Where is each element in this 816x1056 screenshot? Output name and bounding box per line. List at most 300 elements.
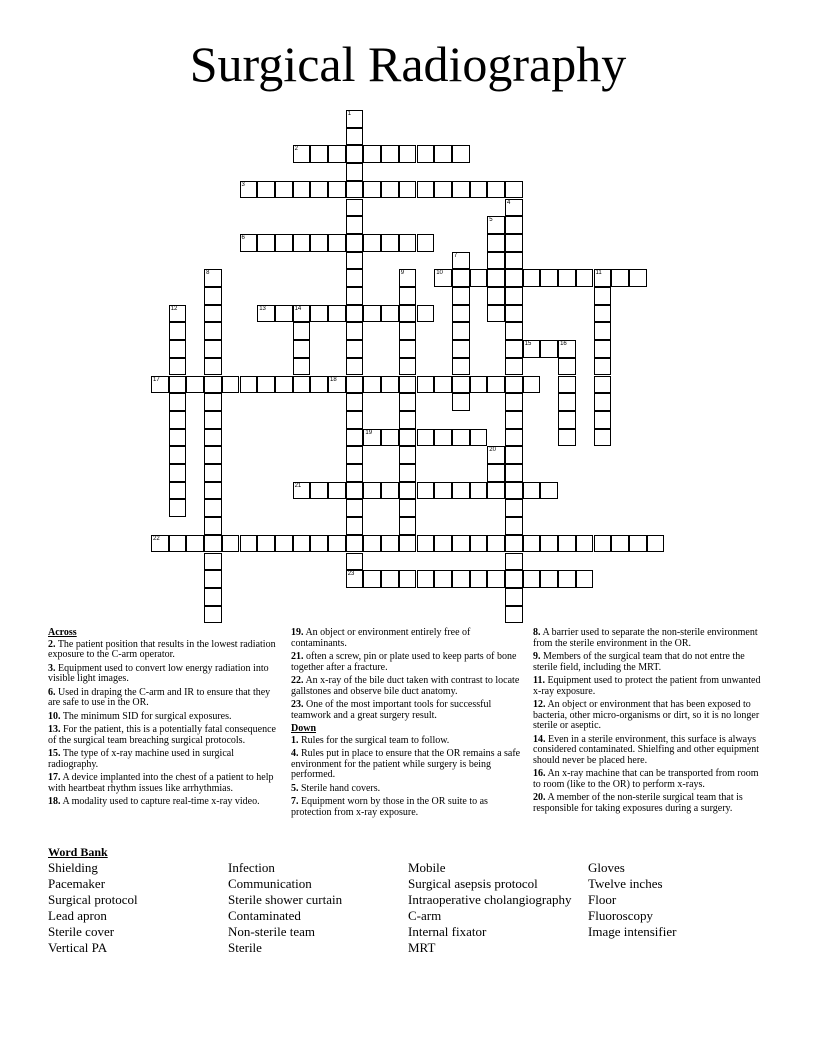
clue-down-8: 8. A barrier used to separate the non-sterile environment from the sterile environment in the OR. — [533, 627, 758, 649]
crossword-cell[interactable] — [346, 110, 364, 128]
crossword-cell[interactable] — [363, 145, 381, 163]
crossword-cell[interactable] — [487, 216, 505, 234]
word-bank-item: Sterile shower curtain — [228, 892, 343, 907]
crossword-cell[interactable] — [328, 234, 346, 252]
crossword-cell[interactable] — [275, 376, 293, 394]
crossword-cell[interactable] — [328, 376, 346, 394]
crossword-cell[interactable] — [434, 570, 452, 588]
crossword-cell[interactable] — [381, 535, 399, 553]
crossword-cell[interactable] — [487, 305, 505, 323]
crossword-cell[interactable] — [505, 216, 523, 234]
crossword-cell[interactable] — [434, 269, 452, 287]
crossword-cell[interactable] — [169, 358, 187, 376]
crossword-cell[interactable] — [452, 252, 470, 270]
crossword-cell[interactable] — [399, 446, 417, 464]
crossword-cell[interactable] — [363, 305, 381, 323]
clue-down-12: 12. An object or environment that has been exposed to bacteria, other micro-organisms or dirt, so it is no longer sterile or aseptic. — [533, 699, 760, 731]
crossword-cell[interactable] — [169, 393, 187, 411]
crossword-cell[interactable] — [487, 464, 505, 482]
crossword-cell[interactable] — [346, 553, 364, 571]
crossword-cell[interactable] — [452, 393, 470, 411]
crossword-cell[interactable] — [434, 181, 452, 199]
crossword-cell[interactable] — [293, 340, 311, 358]
crossword-cell[interactable] — [540, 482, 558, 500]
crossword-cell[interactable] — [399, 269, 417, 287]
clue-number: 13 — [259, 305, 266, 312]
crossword-cell[interactable] — [257, 535, 275, 553]
clue-down-20: 20. A member of the non-sterile surgical team that is responsible for taking exposures during a surgery. — [533, 792, 743, 814]
crossword-cell[interactable] — [169, 446, 187, 464]
crossword-cell[interactable] — [346, 393, 364, 411]
crossword-cell[interactable] — [594, 376, 612, 394]
crossword-cell[interactable] — [310, 482, 328, 500]
crossword-cell[interactable] — [381, 145, 399, 163]
word-bank-item: Mobile — [408, 860, 446, 875]
crossword-cell[interactable] — [505, 588, 523, 606]
clue-down-5: 5. Sterile hand covers. — [291, 782, 381, 794]
clue-number: 3 — [241, 181, 245, 188]
crossword-cell[interactable] — [629, 269, 647, 287]
clue-number: 5 — [489, 217, 493, 224]
crossword-cell[interactable] — [346, 535, 364, 553]
crossword-cell[interactable] — [611, 269, 629, 287]
crossword-cell[interactable] — [487, 446, 505, 464]
word-bank-column-1 — [48, 860, 138, 956]
crossword-cell[interactable] — [275, 305, 293, 323]
clue-number: 4 — [507, 199, 511, 206]
crossword-cell[interactable] — [487, 376, 505, 394]
crossword-cell[interactable] — [293, 181, 311, 199]
crossword-cell[interactable] — [505, 358, 523, 376]
crossword-cell[interactable] — [452, 181, 470, 199]
crossword-cell[interactable] — [434, 482, 452, 500]
crossword-cell[interactable] — [169, 535, 187, 553]
crossword-cell[interactable] — [558, 358, 576, 376]
crossword-cell[interactable] — [523, 376, 541, 394]
crossword-cell[interactable] — [558, 393, 576, 411]
crossword-cell[interactable] — [399, 340, 417, 358]
crossword-cell[interactable] — [399, 376, 417, 394]
crossword-cell[interactable] — [470, 535, 488, 553]
crossword-cell[interactable] — [470, 429, 488, 447]
crossword-cell[interactable] — [346, 340, 364, 358]
crossword-cell[interactable] — [222, 535, 240, 553]
crossword-cell[interactable] — [470, 482, 488, 500]
crossword-cell[interactable] — [204, 535, 222, 553]
crossword-cell[interactable] — [328, 181, 346, 199]
crossword-cell[interactable] — [487, 287, 505, 305]
crossword-cell[interactable] — [505, 429, 523, 447]
crossword-cell[interactable] — [452, 287, 470, 305]
crossword-cell[interactable] — [505, 181, 523, 199]
crossword-cell[interactable] — [169, 376, 187, 394]
crossword-cell[interactable] — [576, 535, 594, 553]
clue-across-18: 18. A modality used to capture real-time x-ray video. — [48, 796, 260, 807]
clue-number: 21 — [294, 482, 302, 489]
crossword-cell[interactable] — [594, 411, 612, 429]
crossword-cell[interactable] — [275, 181, 293, 199]
crossword-cell[interactable] — [540, 340, 558, 358]
crossword-cell[interactable] — [399, 482, 417, 500]
crossword-cell[interactable] — [505, 376, 523, 394]
crossword-cell[interactable] — [204, 376, 222, 394]
clue-number: 23 — [347, 571, 355, 578]
crossword-cell[interactable] — [293, 322, 311, 340]
crossword-cell[interactable] — [594, 305, 612, 323]
crossword-cell[interactable] — [328, 482, 346, 500]
crossword-cell[interactable] — [434, 376, 452, 394]
crossword-cell[interactable] — [399, 517, 417, 535]
crossword-cell[interactable] — [293, 358, 311, 376]
crossword-cell[interactable] — [399, 570, 417, 588]
word-bank-item: MRT — [408, 940, 436, 955]
crossword-cell[interactable] — [523, 340, 541, 358]
crossword-cell[interactable] — [381, 429, 399, 447]
crossword-cell[interactable] — [204, 269, 222, 287]
clue-number: 11 — [595, 270, 602, 277]
crossword-cell[interactable] — [204, 305, 222, 323]
crossword-cell[interactable] — [204, 429, 222, 447]
crossword-cell[interactable] — [169, 340, 187, 358]
crossword-cell[interactable] — [346, 517, 364, 535]
crossword-cell[interactable] — [275, 234, 293, 252]
crossword-cell[interactable] — [381, 376, 399, 394]
crossword-cell[interactable] — [169, 482, 187, 500]
crossword-cell[interactable] — [363, 376, 381, 394]
crossword-cell[interactable] — [470, 376, 488, 394]
crossword-cell[interactable] — [346, 446, 364, 464]
crossword-cell[interactable] — [505, 411, 523, 429]
clue-down-16: 16. An x-ray machine that can be transported from room to room (like to the OR) to perform x-rays. — [533, 768, 759, 790]
crossword-cell[interactable] — [399, 393, 417, 411]
crossword-cell[interactable] — [363, 234, 381, 252]
crossword-cell[interactable] — [505, 464, 523, 482]
crossword-cell[interactable] — [204, 517, 222, 535]
crossword-cell[interactable] — [505, 252, 523, 270]
crossword-cell[interactable] — [346, 482, 364, 500]
crossword-cell[interactable] — [487, 252, 505, 270]
crossword-cell[interactable] — [452, 322, 470, 340]
clue-down-7: 7. Equipment worn by those in the OR suite to as protection from x-ray exposure. — [291, 796, 488, 818]
crossword-cell[interactable] — [399, 411, 417, 429]
crossword-cell[interactable] — [169, 499, 187, 517]
crossword-cell[interactable] — [204, 606, 222, 624]
crossword-cell[interactable] — [505, 535, 523, 553]
crossword-cell[interactable] — [452, 570, 470, 588]
crossword-cell[interactable] — [293, 535, 311, 553]
crossword-cell[interactable] — [452, 429, 470, 447]
crossword-cell[interactable] — [487, 269, 505, 287]
crossword-cell[interactable] — [363, 429, 381, 447]
crossword-cell[interactable] — [240, 535, 258, 553]
crossword-cell[interactable] — [399, 322, 417, 340]
crossword-cell[interactable] — [186, 535, 204, 553]
crossword-cell[interactable] — [346, 234, 364, 252]
crossword-cell[interactable] — [346, 305, 364, 323]
crossword-cell[interactable] — [558, 340, 576, 358]
word-bank-item: Image intensifier — [588, 924, 677, 939]
crossword-cell[interactable] — [346, 429, 364, 447]
crossword-cell[interactable] — [434, 145, 452, 163]
crossword-cell[interactable] — [452, 269, 470, 287]
crossword-cell[interactable] — [310, 535, 328, 553]
crossword-cell[interactable] — [452, 535, 470, 553]
crossword-cell[interactable] — [434, 535, 452, 553]
crossword-cell[interactable] — [452, 340, 470, 358]
crossword-cell[interactable] — [399, 535, 417, 553]
crossword-cell[interactable] — [346, 499, 364, 517]
crossword-cell[interactable] — [204, 482, 222, 500]
crossword-cell[interactable] — [523, 482, 541, 500]
crossword-cell[interactable] — [346, 199, 364, 217]
crossword-cell[interactable] — [540, 535, 558, 553]
word-bank-item: Surgical protocol — [48, 892, 138, 907]
crossword-cell[interactable] — [328, 535, 346, 553]
crossword-cell[interactable] — [257, 181, 275, 199]
crossword-cell[interactable] — [293, 376, 311, 394]
crossword-cell[interactable] — [310, 181, 328, 199]
clue-number: 17 — [153, 376, 160, 383]
clue-number: 6 — [241, 234, 245, 241]
crossword-cell[interactable] — [558, 411, 576, 429]
crossword-cell[interactable] — [505, 322, 523, 340]
crossword-cell[interactable] — [540, 570, 558, 588]
crossword-cell[interactable] — [576, 269, 594, 287]
crossword-cell[interactable] — [594, 393, 612, 411]
crossword-cell[interactable] — [399, 499, 417, 517]
crossword-cell[interactable] — [505, 517, 523, 535]
crossword-cell[interactable] — [257, 234, 275, 252]
crossword-cell[interactable] — [328, 145, 346, 163]
crossword-cell[interactable] — [505, 340, 523, 358]
crossword-cell[interactable] — [240, 181, 258, 199]
crossword-cell[interactable] — [629, 535, 647, 553]
crossword-cell[interactable] — [240, 234, 258, 252]
crossword-cell[interactable] — [399, 145, 417, 163]
crossword-cell[interactable] — [346, 376, 364, 394]
crossword-cell[interactable] — [594, 429, 612, 447]
crossword-cell[interactable] — [346, 411, 364, 429]
crossword-cell[interactable] — [505, 606, 523, 624]
crossword-cell[interactable] — [204, 340, 222, 358]
crossword-cell[interactable] — [169, 322, 187, 340]
crossword-cell[interactable] — [169, 464, 187, 482]
word-bank-item: Gloves — [588, 860, 625, 875]
crossword-cell[interactable] — [169, 429, 187, 447]
crossword-cell[interactable] — [399, 287, 417, 305]
crossword-cell[interactable] — [169, 305, 187, 323]
word-bank-item: Shielding — [48, 860, 98, 875]
clue-across-10: 10. The minimum SID for surgical exposures. — [48, 710, 232, 722]
crossword-cell[interactable] — [417, 376, 435, 394]
crossword-cell[interactable] — [505, 499, 523, 517]
crossword-cell[interactable] — [363, 181, 381, 199]
crossword-cell[interactable] — [470, 269, 488, 287]
crossword-cell[interactable] — [505, 234, 523, 252]
crossword-cell[interactable] — [558, 535, 576, 553]
crossword-cell[interactable] — [487, 482, 505, 500]
crossword-cell[interactable] — [417, 305, 435, 323]
crossword-cell[interactable] — [434, 429, 452, 447]
crossword-cell[interactable] — [558, 429, 576, 447]
clue-number: 1 — [347, 111, 352, 117]
crossword-cell[interactable] — [611, 535, 629, 553]
crossword-cell[interactable] — [204, 411, 222, 429]
crossword-cell[interactable] — [594, 340, 612, 358]
crossword-cell[interactable] — [505, 393, 523, 411]
crossword-cell[interactable] — [310, 305, 328, 323]
crossword-cell[interactable] — [204, 287, 222, 305]
crossword-cell[interactable] — [346, 358, 364, 376]
crossword-cell[interactable] — [470, 570, 488, 588]
crossword-cell[interactable] — [363, 482, 381, 500]
crossword-cell[interactable] — [363, 570, 381, 588]
clue-across-23: 23. One of the most important tools for successful teamwork and a great surgery result. — [291, 699, 492, 721]
crossword-cell[interactable] — [417, 234, 435, 252]
crossword-cell[interactable] — [151, 376, 169, 394]
crossword-cell[interactable] — [594, 358, 612, 376]
clue-across-13: 13. For the patient, this is a potentially fatal consequence of the surgical team breaching surgical protocols. — [48, 724, 276, 746]
crossword-cell[interactable] — [346, 216, 364, 234]
crossword-cell[interactable] — [505, 305, 523, 323]
crossword-cell[interactable] — [204, 358, 222, 376]
crossword-cell[interactable] — [222, 376, 240, 394]
clue-down-11: 11. Equipment used to protect the patient from unwanted x-ray exposure. — [533, 675, 761, 697]
crossword-cell[interactable] — [417, 181, 435, 199]
crossword-cell[interactable] — [576, 570, 594, 588]
crossword-cell[interactable] — [417, 429, 435, 447]
crossword-cell[interactable] — [151, 535, 169, 553]
crossword-cell[interactable] — [310, 145, 328, 163]
crossword-cell[interactable] — [452, 358, 470, 376]
crossword-cell[interactable] — [293, 482, 311, 500]
crossword-cell[interactable] — [452, 376, 470, 394]
crossword-cell[interactable] — [417, 145, 435, 163]
crossword-cell[interactable] — [310, 376, 328, 394]
clue-number: 20 — [489, 447, 496, 454]
crossword-cell[interactable] — [487, 535, 505, 553]
crossword-cell[interactable] — [346, 287, 364, 305]
word-bank-item: Lead apron — [48, 908, 107, 923]
clue-number: 19 — [365, 429, 373, 436]
crossword-cell[interactable] — [505, 269, 523, 287]
crossword-cell[interactable] — [204, 553, 222, 571]
crossword-cell[interactable] — [487, 570, 505, 588]
crossword-cell[interactable] — [505, 287, 523, 305]
crossword-cell[interactable] — [417, 482, 435, 500]
word-bank-item: Twelve inches — [588, 876, 663, 891]
crossword-cell[interactable] — [523, 570, 541, 588]
crossword-cell[interactable] — [594, 269, 612, 287]
crossword-cell[interactable] — [381, 234, 399, 252]
crossword-cell[interactable] — [204, 322, 222, 340]
crossword-cell[interactable] — [186, 376, 204, 394]
clue-across-6: 6. Used in draping the C-arm and IR to ensure that they are safe to use in the OR. — [48, 686, 271, 708]
crossword-cell[interactable] — [452, 482, 470, 500]
crossword-cell[interactable] — [399, 305, 417, 323]
crossword-cell[interactable] — [275, 535, 293, 553]
crossword-cell[interactable] — [204, 499, 222, 517]
crossword-cell[interactable] — [417, 570, 435, 588]
crossword-cell[interactable] — [505, 553, 523, 571]
crossword-cell[interactable] — [399, 429, 417, 447]
crossword-cell[interactable] — [558, 376, 576, 394]
crossword-cell[interactable] — [346, 570, 364, 588]
crossword-cell[interactable] — [399, 181, 417, 199]
crossword-cell[interactable] — [381, 482, 399, 500]
crossword-cell[interactable] — [487, 234, 505, 252]
crossword-cell[interactable] — [257, 376, 275, 394]
crossword-cell[interactable] — [452, 145, 470, 163]
crossword-cell[interactable] — [293, 305, 311, 323]
crossword-cell[interactable] — [346, 181, 364, 199]
crossword-cell[interactable] — [169, 411, 187, 429]
crossword-cell[interactable] — [204, 570, 222, 588]
clue-column-3 — [533, 628, 763, 817]
clue-down-4: 4. Rules put in place to ensure that the OR remains a safe environment for the patient while surgery is being performed. — [291, 748, 521, 780]
crossword-cell[interactable] — [594, 535, 612, 553]
crossword-cell[interactable] — [558, 269, 576, 287]
crossword-cell[interactable] — [293, 145, 311, 163]
crossword-cell[interactable] — [594, 322, 612, 340]
crossword-cell[interactable] — [346, 464, 364, 482]
crossword-cell[interactable] — [204, 393, 222, 411]
crossword-cell[interactable] — [540, 269, 558, 287]
crossword-cell[interactable] — [381, 305, 399, 323]
clue-number: 15 — [524, 341, 532, 348]
crossword-cell[interactable] — [452, 305, 470, 323]
crossword-cell[interactable] — [399, 234, 417, 252]
crossword-cell[interactable] — [505, 570, 523, 588]
crossword-cell[interactable] — [346, 128, 364, 146]
crossword-cell[interactable] — [505, 199, 523, 217]
crossword-cell[interactable] — [328, 305, 346, 323]
crossword-cell[interactable] — [399, 358, 417, 376]
crossword-cell[interactable] — [487, 181, 505, 199]
crossword-cell[interactable] — [381, 181, 399, 199]
crossword-cell[interactable] — [310, 234, 328, 252]
clue-across-15: 15. The type of x-ray machine used in surgical radiography. — [48, 748, 234, 770]
word-bank-item: Sterile cover — [48, 924, 115, 939]
crossword-cell[interactable] — [523, 535, 541, 553]
crossword-cell[interactable] — [346, 145, 364, 163]
crossword-cell[interactable] — [363, 535, 381, 553]
crossword-cell[interactable] — [293, 234, 311, 252]
crossword-cell[interactable] — [257, 305, 275, 323]
crossword-cell[interactable] — [381, 570, 399, 588]
crossword-cell[interactable] — [346, 322, 364, 340]
crossword-cell[interactable] — [240, 376, 258, 394]
crossword-cell[interactable] — [558, 570, 576, 588]
crossword-cell[interactable] — [594, 287, 612, 305]
crossword-cell[interactable] — [204, 446, 222, 464]
crossword-cell[interactable] — [647, 535, 665, 553]
crossword-cell[interactable] — [505, 446, 523, 464]
clue-column-2 — [291, 628, 521, 821]
crossword-cell[interactable] — [399, 464, 417, 482]
crossword-cell[interactable] — [505, 482, 523, 500]
crossword-cell[interactable] — [346, 252, 364, 270]
word-bank-item: C-arm — [408, 908, 442, 923]
crossword-cell[interactable] — [470, 181, 488, 199]
crossword-cell[interactable] — [346, 163, 364, 181]
crossword-cell[interactable] — [346, 269, 364, 287]
crossword-cell[interactable] — [417, 535, 435, 553]
crossword-cell[interactable] — [523, 269, 541, 287]
word-bank-column-2 — [228, 860, 342, 956]
crossword-cell[interactable] — [204, 588, 222, 606]
crossword-cell[interactable] — [204, 464, 222, 482]
